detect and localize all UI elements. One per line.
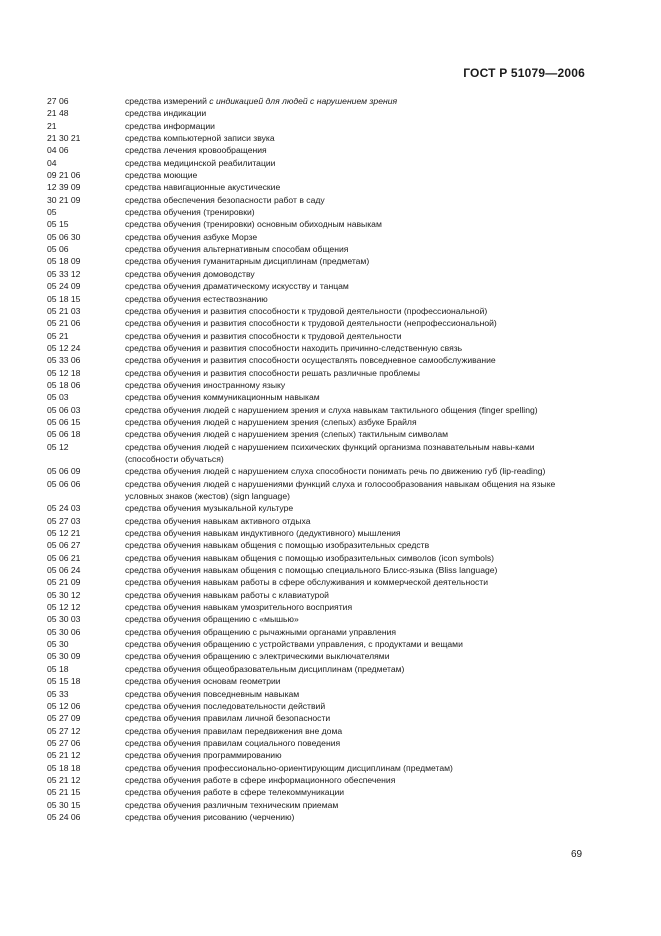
entry-description-text: средства обучения людей с нарушением психических функций организма познавательным навы-ками (способности обучаться): [125, 441, 535, 464]
entry-description: [125, 95, 587, 107]
classification-code: 05 30 03: [47, 614, 81, 625]
entry-description: [125, 206, 587, 218]
classification-code: 05 12 24: [47, 342, 81, 353]
entry-description-text: средства обучения программированию: [125, 750, 282, 761]
entry-description-text: средства обучения обращению с устройствами управления, с продуктами и вещами: [125, 639, 463, 650]
entry-description-text: средства обучения и развития способности решать различные проблемы: [125, 367, 420, 378]
classification-code: 04 06: [47, 145, 69, 156]
classification-code: 12 39 09: [47, 182, 81, 193]
entry-description: [125, 688, 587, 700]
entry-description: [125, 132, 587, 144]
entry-description: [125, 243, 587, 255]
entry-description-text: средства обучения естествознанию: [125, 293, 268, 304]
entry-description: [125, 737, 587, 749]
classification-code: 05 18 06: [47, 379, 81, 390]
index-entry-row: [47, 144, 587, 156]
entry-description-text: средства обучения и развития способности находить причинно-следственную связь: [125, 342, 463, 353]
entry-description-text: средства обучения драматическому искусству и танцам: [125, 281, 349, 292]
entry-description: [125, 120, 587, 132]
classification-code: 05 33 12: [47, 268, 81, 279]
entry-description: [125, 441, 587, 466]
classification-code: 05 06 09: [47, 466, 81, 477]
classification-code: 05 27 06: [47, 737, 81, 748]
classification-code: 05 06 03: [47, 404, 81, 415]
index-entry-row: [47, 194, 587, 206]
entry-description: [125, 157, 587, 169]
entry-description: [125, 107, 587, 119]
index-entry-row: [47, 638, 587, 650]
index-entry-row: [47, 786, 587, 798]
classification-code: 05 21 09: [47, 577, 81, 588]
index-entry-row: [47, 465, 587, 477]
entry-description: [125, 502, 587, 514]
index-entry-row: [47, 206, 587, 218]
classification-code: 05 21: [47, 330, 69, 341]
entry-description: [125, 367, 587, 379]
classification-code: 05 21 12: [47, 750, 81, 761]
index-entry-row: [47, 749, 587, 761]
entry-description-italic: с индикацией для людей с нарушением зрения: [209, 96, 398, 106]
entry-description: [125, 231, 587, 243]
classification-code: 21 48: [47, 108, 69, 119]
entry-description-text: средства обучения альтернативным способам общения: [125, 244, 349, 255]
entry-description-text: средства обучения навыкам общения с помощью специального Блисс-языка (Bliss language): [125, 565, 498, 576]
entry-description-text: средства обучения навыкам общения с помощью изобразительных средств: [125, 540, 430, 551]
classification-code: 05 27 09: [47, 713, 81, 724]
index-entry-row: [47, 502, 587, 514]
entry-description: [125, 342, 587, 354]
index-entry-row: [47, 255, 587, 267]
index-entry-row: [47, 675, 587, 687]
index-entry-row: [47, 181, 587, 193]
entry-description: [125, 280, 587, 292]
classification-code: 21 30 21: [47, 133, 81, 144]
classification-code: 05 21 12: [47, 774, 81, 785]
index-entry-row: [47, 280, 587, 292]
index-entry-row: [47, 700, 587, 712]
classification-code: 05 06 06: [47, 478, 81, 489]
index-entry-row: [47, 391, 587, 403]
index-entry-row: [47, 317, 587, 329]
entry-description-text: средства обучения и развития способности к трудовой деятельности (профессиональной): [125, 305, 488, 316]
index-entry-row: [47, 811, 587, 823]
entry-description-text: средства обучения профессионально-ориентирующим дисциплинам (предметам): [125, 762, 453, 773]
index-entry-row: [47, 293, 587, 305]
index-entry-row: [47, 367, 587, 379]
entry-description: [125, 169, 587, 181]
index-entry-row: [47, 428, 587, 440]
entry-description-text: средства медицинской реабилитации: [125, 157, 276, 168]
classification-code: 09 21 06: [47, 170, 81, 181]
entry-description-text: средства обучения повседневным навыкам: [125, 688, 300, 699]
classification-code: 05 15 18: [47, 676, 81, 687]
index-entry-row: [47, 626, 587, 638]
classification-code: 05 18 18: [47, 762, 81, 773]
entry-description: [125, 663, 587, 675]
index-entry-row: [47, 712, 587, 724]
classification-code: 05 21 15: [47, 787, 81, 798]
classification-code: 05 30 15: [47, 799, 81, 810]
entry-description-text: средства обучения работе в сфере информационного обеспечения: [125, 774, 396, 785]
index-entry-row: [47, 379, 587, 391]
entry-description: [125, 811, 587, 823]
index-entry-row: [47, 218, 587, 230]
classification-code: 05 30 09: [47, 651, 81, 662]
entry-description: [125, 268, 587, 280]
entry-description-text: средства обучения иностранному языку: [125, 379, 286, 390]
classification-code: 05 21 03: [47, 305, 81, 316]
entry-description-text: средства обучения последовательности действий: [125, 700, 326, 711]
entry-description: [125, 613, 587, 625]
entry-description-text: средства обучения навыкам активного отдыха: [125, 515, 311, 526]
index-entry-row: [47, 613, 587, 625]
index-entry-row: [47, 305, 587, 317]
classification-code: 30 21 09: [47, 194, 81, 205]
entry-description: [125, 379, 587, 391]
entry-description: [125, 354, 587, 366]
entry-description-text: средства обучения и развития способности к трудовой деятельности (непрофессиональной): [125, 318, 497, 329]
entry-description-text: средства обучения правилам передвижения вне дома: [125, 725, 343, 736]
entry-description: [125, 552, 587, 564]
entry-description-text: средства обучения людей с нарушением зрения (слепых) тактильным символам: [125, 429, 449, 440]
entry-description-text: средства обучения навыкам общения с помощью изобразительных символов (icon symbols): [125, 552, 495, 563]
entry-description: [125, 465, 587, 477]
index-entry-row: [47, 688, 587, 700]
entry-description: [125, 675, 587, 687]
entry-description-text: средства моющие: [125, 170, 198, 181]
entry-description: [125, 404, 587, 416]
entry-description-text: средства обучения общеобразовательным дисциплинам (предметам): [125, 663, 405, 674]
classification-code: 05 06 15: [47, 416, 81, 427]
entry-description: [125, 638, 587, 650]
entry-description: [125, 330, 587, 342]
entry-description-text: средства обучения правилам социального поведения: [125, 737, 341, 748]
classification-code: 05 06 30: [47, 231, 81, 242]
entry-description-text: средства навигационные акустические: [125, 182, 281, 193]
classification-code: 05 33: [47, 688, 69, 699]
classification-code: 05 06: [47, 244, 69, 255]
classification-code: 05 06 21: [47, 552, 81, 563]
entry-description: [125, 317, 587, 329]
classification-code: 05 06 27: [47, 540, 81, 551]
entry-description: [125, 786, 587, 798]
entry-description: [125, 194, 587, 206]
index-entry-row: [47, 231, 587, 243]
index-entry-row: [47, 95, 587, 107]
classification-code: 05 21 06: [47, 318, 81, 329]
index-entry-row: [47, 132, 587, 144]
classification-code: 05 30 12: [47, 589, 81, 600]
entry-description: [125, 255, 587, 267]
entry-description: [125, 305, 587, 317]
entry-description: [125, 527, 587, 539]
index-entry-row: [47, 737, 587, 749]
entry-description: [125, 650, 587, 662]
index-entry-row: [47, 416, 587, 428]
index-entry-row: [47, 650, 587, 662]
entry-description: [125, 478, 587, 503]
classification-code: 05 12: [47, 441, 69, 452]
entry-description: [125, 749, 587, 761]
classification-code: 05 12 06: [47, 700, 81, 711]
entry-description-text: средства измерений: [125, 96, 210, 106]
index-entry-row: [47, 589, 587, 601]
entry-description: [125, 293, 587, 305]
entry-description-text: средства обучения музыкальной культуре: [125, 503, 294, 514]
entry-description-text: средства обучения рисованию (черчению): [125, 811, 295, 822]
index-entry-row: [47, 107, 587, 119]
index-entry-row: [47, 539, 587, 551]
entry-description-text: средства компьютерной записи звука: [125, 133, 275, 144]
index-entry-row: [47, 354, 587, 366]
index-entry-row: [47, 404, 587, 416]
classification-code: 05: [47, 207, 57, 218]
classification-code: 05 18: [47, 663, 69, 674]
index-entry-row: [47, 478, 587, 503]
classification-code: 21: [47, 120, 57, 131]
index-entry-row: [47, 441, 587, 466]
entry-description-text: средства обучения и развития способности осуществлять повседневное самообслуживание: [125, 355, 496, 366]
index-entry-row: [47, 725, 587, 737]
entry-description: [125, 576, 587, 588]
classification-code: 04: [47, 157, 57, 168]
entry-description: [125, 428, 587, 440]
document-header: ГОСТ Р 51079—2006: [463, 66, 585, 80]
index-entry-row: [47, 342, 587, 354]
entry-description-text: средства обучения гуманитарным дисциплинам (предметам): [125, 256, 370, 267]
entry-description-text: средства лечения кровообращения: [125, 145, 267, 156]
classification-code: 05 06 24: [47, 565, 81, 576]
entry-description-text: средства обучения работе в сфере телекоммуникации: [125, 787, 345, 798]
classification-code: 27 06: [47, 96, 69, 106]
index-entry-row: [47, 762, 587, 774]
classification-code: 05 06 18: [47, 429, 81, 440]
entry-description: [125, 416, 587, 428]
entry-description-text: средства обучения людей с нарушением зрения и слуха навыкам тактильного общения (finger spelling): [125, 404, 538, 415]
classification-code: 05 30: [47, 639, 69, 650]
index-entry-row: [47, 268, 587, 280]
entry-description-text: средства обучения основам геометрии: [125, 676, 281, 687]
entry-description: [125, 515, 587, 527]
entry-description: [125, 181, 587, 193]
entry-description: [125, 725, 587, 737]
entry-description-text: средства обучения и развития способности к трудовой деятельности: [125, 330, 402, 341]
entry-description-text: средства обучения навыкам индуктивного (дедуктивного) мышления: [125, 528, 401, 539]
entry-description: [125, 589, 587, 601]
entry-description: [125, 539, 587, 551]
entry-description: [125, 700, 587, 712]
index-entry-row: [47, 576, 587, 588]
index-entries-list: [47, 95, 587, 823]
index-entry-row: [47, 799, 587, 811]
entry-description-text: средства обучения обращению с электрическими выключателями: [125, 651, 390, 662]
entry-description-text: средства обучения навыкам работы в сфере обслуживания и коммерческой деятельности: [125, 577, 489, 588]
classification-code: 05 24 03: [47, 503, 81, 514]
entry-description: [125, 626, 587, 638]
index-entry-row: [47, 663, 587, 675]
entry-description-text: средства обучения (тренировки) основным обиходным навыкам: [125, 219, 382, 230]
classification-code: 05 03: [47, 392, 69, 403]
entry-description-text: средства обучения обращению с «мышью»: [125, 614, 299, 625]
classification-code: 05 33 06: [47, 355, 81, 366]
entry-description: [125, 799, 587, 811]
entry-description: [125, 564, 587, 576]
index-entry-row: [47, 774, 587, 786]
classification-code: 05 18 15: [47, 293, 81, 304]
classification-code: 05 27 03: [47, 515, 81, 526]
entry-description-text: средства обучения домоводству: [125, 268, 255, 279]
classification-code: 05 12 21: [47, 528, 81, 539]
entry-description-text: средства обучения людей с нарушением зрения (слепых) азбуке Брайля: [125, 416, 417, 427]
entry-description-text: средства обучения навыкам работы с клавиатурой: [125, 589, 329, 600]
index-entry-row: [47, 515, 587, 527]
index-entry-row: [47, 527, 587, 539]
entry-description: [125, 762, 587, 774]
entry-description-text: средства обучения людей с нарушениями функций слуха и голосообразования навыкам общения на языке условных знаков (жестов) (sign language): [125, 478, 556, 501]
entry-description-text: средства обеспечения безопасности работ в саду: [125, 194, 325, 205]
classification-code: 05 12 12: [47, 602, 81, 613]
index-entry-row: [47, 330, 587, 342]
entry-description-text: средства обучения азбуке Морзе: [125, 231, 258, 242]
entry-description: [125, 774, 587, 786]
entry-description-text: средства обучения правилам личной безопасности: [125, 713, 331, 724]
index-entry-row: [47, 169, 587, 181]
entry-description-text: средства обучения обращению с рычажными органами управления: [125, 626, 397, 637]
index-entry-row: [47, 120, 587, 132]
entry-description-text: средства информации: [125, 120, 215, 131]
entry-description: [125, 218, 587, 230]
entry-description-text: средства обучения коммуникационным навыкам: [125, 392, 320, 403]
index-entry-row: [47, 243, 587, 255]
entry-description-text: средства обучения различным техническим приемам: [125, 799, 339, 810]
classification-code: 05 30 06: [47, 626, 81, 637]
classification-code: 05 15: [47, 219, 69, 230]
entry-description-text: средства обучения навыкам умозрительного восприятия: [125, 602, 353, 613]
classification-code: 05 24 06: [47, 811, 81, 822]
index-entry-row: [47, 564, 587, 576]
classification-code: 05 18 09: [47, 256, 81, 267]
index-entry-row: [47, 552, 587, 564]
entry-description: [125, 391, 587, 403]
entry-description: [125, 712, 587, 724]
classification-code: 05 24 09: [47, 281, 81, 292]
entry-description-text: средства обучения людей с нарушением слуха способности понимать речь по движению губ (lip-reading): [125, 466, 546, 477]
entry-description-text: средства индикации: [125, 108, 207, 119]
entry-description: [125, 144, 587, 156]
page-number: 69: [571, 849, 583, 860]
entry-description-text: средства обучения (тренировки): [125, 207, 255, 218]
classification-code: 05 12 18: [47, 367, 81, 378]
index-entry-row: [47, 157, 587, 169]
entry-description: [125, 601, 587, 613]
classification-code: 05 27 12: [47, 725, 81, 736]
index-entry-row: [47, 601, 587, 613]
